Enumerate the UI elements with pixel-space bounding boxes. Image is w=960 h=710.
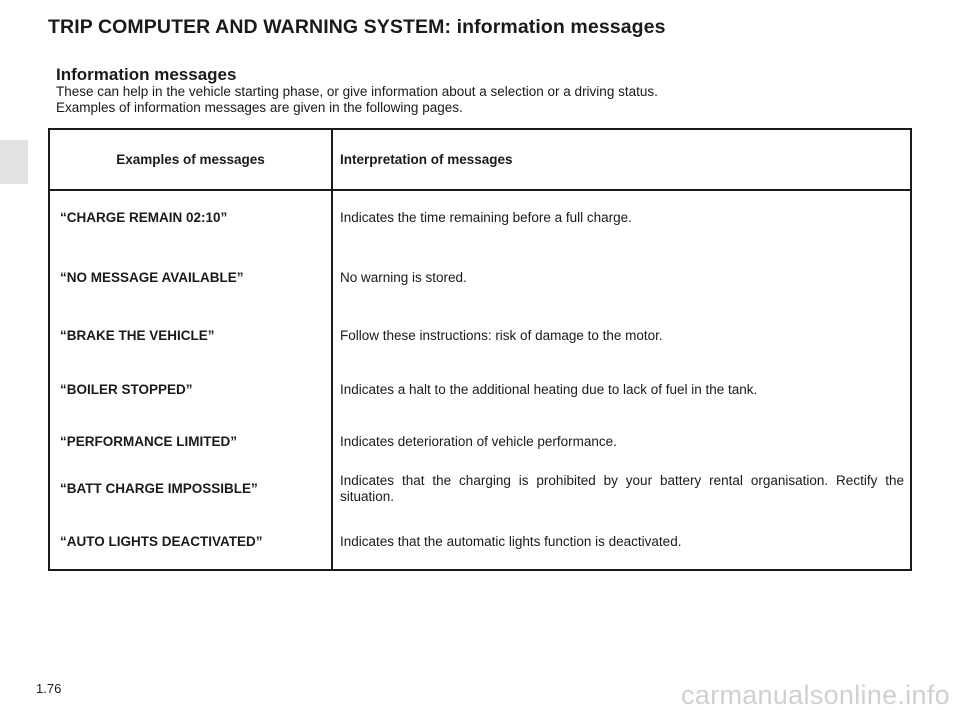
header-examples: Examples of messages <box>116 152 265 167</box>
page-number: 1.76 <box>36 681 62 696</box>
message-cell: “BOILER STOPPED” <box>60 382 193 397</box>
interpretation-cell: Follow these instructions: risk of damage to the motor. <box>340 328 663 343</box>
intro-section <box>56 66 916 116</box>
table-row <box>50 258 910 298</box>
table-row <box>50 469 910 509</box>
message-cell: “PERFORMANCE LIMITED” <box>60 434 237 449</box>
intro-line: These can help in the vehicle starting phase, or give information about a selection or a driving status. <box>56 84 658 99</box>
table-row <box>50 370 910 410</box>
table-row <box>50 422 910 462</box>
watermark: carmanualsonline.info <box>681 680 950 710</box>
message-cell: “CHARGE REMAIN 02:10” <box>60 210 228 225</box>
message-cell: “BATT CHARGE IMPOSSIBLE” <box>60 481 258 496</box>
intro-heading: Information messages <box>56 65 237 84</box>
interpretation-cell: Indicates a halt to the additional heating due to lack of fuel in the tank. <box>340 382 758 397</box>
interpretation-cell: No warning is stored. <box>340 270 467 285</box>
intro-line: Examples of information messages are given in the following pages. <box>56 100 463 115</box>
table-row <box>50 198 910 238</box>
message-cell: “NO MESSAGE AVAILABLE” <box>60 270 244 285</box>
page-title: TRIP COMPUTER AND WARNING SYSTEM: information messages <box>48 16 666 38</box>
section-tab <box>0 140 28 184</box>
interpretation-cell: Indicates the time remaining before a full charge. <box>340 210 632 225</box>
table-row <box>50 316 910 356</box>
message-cell: “AUTO LIGHTS DEACTIVATED” <box>60 534 263 549</box>
header-interpretation: Interpretation of messages <box>340 152 513 167</box>
header-divider <box>50 189 910 191</box>
interpretation-cell: Indicates deterioration of vehicle performance. <box>340 434 617 449</box>
table-row <box>50 522 910 562</box>
message-cell: “BRAKE THE VEHICLE” <box>60 328 215 343</box>
messages-table <box>48 128 912 571</box>
interpretation-cell: Indicates that the automatic lights function is deactivated. <box>340 534 682 549</box>
interpretation-cell: Indicates that the charging is prohibited by your battery rental organisation. Rectify the situation. <box>340 473 904 504</box>
